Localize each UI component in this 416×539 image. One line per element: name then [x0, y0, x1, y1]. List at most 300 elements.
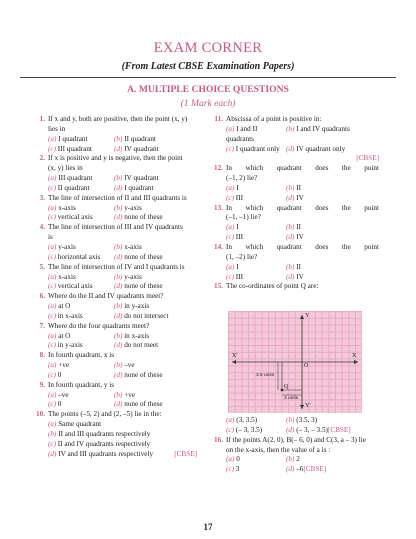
option-text: none of these [124, 282, 163, 291]
option-letter: (a) [226, 416, 235, 424]
question-list-right [211, 164, 379, 282]
option-row [48, 174, 197, 184]
option [114, 302, 149, 312]
option [114, 273, 142, 283]
question-stem-line: The line of intersection of IV and I quadrants is [48, 262, 185, 271]
option-letter: (d) [286, 272, 295, 281]
option-letter: (d) [114, 213, 123, 222]
y-label: Y [305, 313, 310, 319]
option [286, 184, 301, 194]
option-text: x-axis [58, 203, 76, 212]
question-stem-line: Where do the II and IV quadrants meet? [48, 292, 164, 301]
option-text: (– 3, – 3.5) [296, 425, 328, 434]
option [226, 455, 286, 465]
option-row [226, 223, 379, 233]
question-item [211, 164, 379, 203]
option-letter: (b) [114, 272, 123, 281]
right-column [211, 115, 379, 292]
option-letter: (b) [286, 262, 295, 271]
option-letter: (a) [48, 174, 57, 183]
option-text: none of these [124, 252, 163, 261]
option-letter: (b) [114, 361, 123, 370]
option-row [226, 465, 379, 475]
question-number: 5. [39, 262, 45, 271]
option [226, 125, 286, 145]
option-letter: (b) [114, 242, 123, 251]
option-letter: (b) [286, 223, 295, 232]
option-letter: (d) [286, 233, 295, 242]
option-row [226, 416, 379, 426]
option [114, 145, 159, 155]
question-stem-line: If x and y, both are positive, then the point (x, y) [48, 115, 188, 123]
option [114, 391, 135, 401]
option-letter: (c) [226, 465, 234, 474]
option-letter: (b) [48, 430, 57, 438]
question-stem: The points (–5, 2) and (2, –5) lie in the: [48, 410, 162, 419]
option-text: +ve [124, 390, 136, 399]
question-stem-line: is [48, 233, 53, 242]
option-text: 2 [296, 455, 300, 464]
option-text: IV [296, 272, 304, 281]
option-letter: (a) [48, 361, 57, 370]
option-letter: (c) [48, 439, 56, 448]
option-letter: (d) [114, 311, 123, 320]
option-letter: (c) [48, 252, 56, 261]
option [286, 233, 304, 243]
question-stem-line: (x, y) lies in [48, 164, 83, 173]
option-letter: (a) [48, 302, 57, 311]
question-item [33, 381, 197, 411]
question-stem-line: In fourth quadrant, x is [48, 351, 115, 360]
option-text: III [235, 193, 243, 202]
option [286, 273, 304, 283]
question-item [211, 204, 379, 243]
option-text: at O [58, 331, 71, 340]
option-text: none of these [124, 400, 163, 409]
point-q-label: Q [284, 384, 289, 390]
option-text: y-axis [124, 203, 142, 212]
coordinate-graph [228, 311, 362, 413]
option-letter: (b) [114, 174, 123, 183]
question-stem-line: (–1, –1) lie? [226, 213, 261, 222]
option-text: II and III quadrants respectively [58, 430, 151, 438]
option-row [226, 125, 379, 145]
question-item [33, 322, 197, 352]
option-letter: (c) [226, 425, 234, 434]
page-subtitle: (From Latest CBSE Examination Papers) [121, 61, 295, 72]
option [226, 416, 286, 426]
option [48, 174, 114, 184]
section-subtitle: (1 Mark each) [180, 98, 236, 109]
option-letter: (d) [286, 425, 295, 434]
option-text: (3, 3.5) [236, 416, 258, 424]
option-text: in y-axis [124, 302, 150, 311]
question-number: 12. [214, 164, 223, 173]
option-letter: (b) [114, 302, 123, 311]
option-text: 0 [57, 400, 62, 409]
option-row [48, 420, 197, 430]
option-text: III [235, 272, 243, 281]
question-item [33, 263, 197, 293]
option-text: I [236, 223, 239, 232]
option [114, 204, 142, 214]
question-item [33, 194, 197, 224]
option-letter: (a) [48, 420, 57, 429]
option-text: Same quadrant [58, 420, 102, 429]
question-16 [211, 436, 379, 475]
cbse-source: [CBSE] [356, 154, 379, 163]
question-number: 14. [214, 242, 223, 251]
question-number: 1. [39, 115, 45, 123]
option-row [226, 455, 379, 465]
option-text: horizontal axis [57, 252, 101, 261]
option-text: IV quadrant [124, 144, 159, 153]
question-item [33, 115, 197, 154]
option-letter: (d) [114, 370, 123, 379]
option-letter: (b) [286, 416, 295, 424]
option-letter: (a) [48, 242, 57, 251]
option-row [48, 312, 197, 322]
option-row [48, 253, 197, 263]
option-text: III [235, 233, 243, 242]
question-stem-line: In which quadrant does the point [226, 164, 379, 173]
option-text: I [236, 183, 239, 192]
option-row [48, 184, 197, 194]
vertical-measure: 3.5 units [256, 373, 275, 378]
option-letter: (a) [48, 203, 57, 212]
option-row [226, 145, 379, 155]
option-text: do not intersect [124, 311, 169, 320]
option-letter: (c) [226, 233, 234, 242]
option-text: IV quadrant only [296, 144, 346, 153]
option-text: II [296, 262, 301, 271]
question-number: 15. [214, 282, 223, 291]
option-row [48, 400, 197, 410]
question-stem-line: on the x-axis, then the value of a is : [226, 445, 331, 454]
point-q [281, 389, 284, 392]
question-item [33, 292, 197, 322]
question-item [33, 154, 197, 193]
option [226, 145, 286, 155]
option [286, 465, 303, 475]
option-text: y-axis [124, 272, 142, 281]
question-stem-line: In fourth quadrant, y is [48, 380, 115, 389]
option-letter: (d) [114, 341, 123, 350]
left-column [33, 115, 197, 460]
option-text: do not meet [124, 341, 159, 350]
option-text: –ve [58, 390, 69, 399]
option-row [48, 273, 197, 283]
origin-label: O [304, 363, 309, 369]
option-letter: (c) [48, 341, 56, 350]
question-number: 6. [39, 292, 45, 301]
option-text: IV quadrant [124, 174, 159, 183]
option [48, 213, 114, 223]
option-text: IV [296, 193, 304, 202]
question-stem-line: lies in [48, 124, 66, 133]
option [48, 312, 114, 322]
question-15 [211, 282, 379, 292]
option-letter: (b) [286, 124, 295, 133]
option-row [48, 204, 197, 214]
option [48, 282, 114, 292]
question-stem-line: In which quadrant does the point [226, 242, 379, 251]
option-text: in y-axis [57, 341, 83, 350]
option-text: III quadrant [58, 174, 93, 183]
option [114, 282, 163, 292]
question-15-options [211, 416, 379, 436]
option [48, 361, 114, 371]
option [226, 233, 286, 243]
question-number: 4. [39, 223, 45, 232]
option-text: II quadrant [124, 134, 156, 143]
cbse-source: [CBSE] [174, 449, 197, 458]
option-letter: (c) [226, 272, 234, 281]
page-number: 17 [203, 522, 213, 532]
option [114, 135, 156, 145]
option-letter: (a) [48, 390, 57, 399]
option-text: I quadrant [58, 134, 88, 143]
option-row [48, 213, 197, 223]
question-11 [211, 115, 379, 164]
question-number: 16. [214, 435, 223, 444]
option [286, 125, 350, 145]
question-number: 11. [214, 115, 223, 123]
option-row [226, 194, 379, 204]
option-letter: (c) [226, 144, 234, 153]
option [286, 145, 345, 155]
option-text: 0 [57, 370, 62, 379]
option-row [48, 243, 197, 253]
question-item [33, 223, 197, 262]
option [48, 204, 114, 214]
option-letter: (c) [48, 282, 56, 291]
question-item [211, 243, 379, 282]
option-row [48, 391, 197, 401]
option-row [48, 282, 197, 292]
option-letter: (d) [48, 449, 57, 458]
option-letter: (d) [286, 465, 295, 474]
question-number: 8. [39, 351, 45, 360]
option [226, 426, 286, 436]
option-row [226, 263, 379, 273]
option [286, 223, 301, 233]
option [48, 371, 114, 381]
option [114, 184, 154, 194]
option-text: vertical axis [57, 213, 93, 222]
question-number: 9. [39, 380, 45, 389]
option-row [48, 361, 197, 371]
page-title: EXAM CORNER [153, 40, 263, 56]
option-text: II quadrant [57, 183, 90, 192]
option [114, 312, 169, 322]
option-letter: (d) [114, 282, 123, 291]
option [114, 332, 149, 342]
option-text: in x-axis [57, 311, 83, 320]
option-text: III quadrant [57, 144, 92, 153]
section-title: A. MULTIPLE CHOICE QUESTIONS [127, 84, 289, 95]
option [48, 341, 114, 351]
option [286, 416, 317, 426]
option-letter: (c) [48, 213, 56, 222]
x-label: X [352, 353, 357, 359]
option-text: y-axis [58, 242, 76, 251]
option-letter: (d) [114, 400, 123, 409]
option [48, 302, 114, 312]
option-letter: (b) [114, 331, 123, 340]
option-letter: (c) [48, 400, 56, 409]
question-stem-line: The line of intersection of III and IV quadrants [48, 223, 183, 232]
option-letter: (a) [48, 272, 57, 281]
option-letter: (d) [114, 252, 123, 261]
option-letter: (c) [48, 183, 56, 192]
cbse-source: [CBSE] [327, 425, 351, 434]
question-10 [33, 410, 197, 459]
option [286, 455, 300, 465]
cbse-source: [CBSE] [303, 465, 327, 474]
option-letter: (a) [226, 124, 235, 133]
option-letter: (a) [226, 183, 235, 192]
option [114, 361, 135, 371]
option-text: I quadrant only [235, 144, 280, 153]
option-text: II [296, 183, 301, 192]
option-row [226, 184, 379, 194]
option-text: (– 3, 3.5) [235, 425, 263, 434]
option-text: –ve [124, 361, 135, 370]
option-text: 3 [235, 465, 240, 474]
option-text: –6 [296, 465, 304, 474]
option-row [48, 430, 197, 440]
option-letter: (b) [286, 183, 295, 192]
y-neg-label: Y' [305, 403, 311, 409]
option [226, 223, 286, 233]
question-stem-line: If x is positive and y is negative, then the point [48, 154, 183, 163]
question-stem-line: (–1, 2) lie? [226, 174, 258, 183]
option-letter: (d) [286, 193, 295, 202]
option-row [48, 440, 197, 450]
option [48, 391, 114, 401]
option [48, 135, 114, 145]
option-text: none of these [124, 213, 163, 222]
question-stem-line: The line of intersection of II and III quadrants is [48, 193, 187, 202]
right-column-bottom [211, 416, 379, 475]
option-letter: (c) [48, 144, 56, 153]
question-list-left [33, 115, 197, 410]
option-row [48, 135, 197, 145]
x-neg-label: X' [232, 353, 238, 359]
option-letter: (a) [48, 331, 57, 340]
option [114, 213, 163, 223]
option [286, 194, 304, 204]
option [48, 273, 114, 283]
question-stem-line: (1, –2) lie? [226, 252, 258, 261]
option [226, 263, 286, 273]
option-text: +ve [58, 361, 70, 370]
option-row [226, 273, 379, 283]
question-stem: The co-ordinates of point Q are: [226, 282, 319, 291]
option-text: x-axis [124, 242, 142, 251]
option [226, 194, 286, 204]
option-row [48, 145, 197, 155]
option-letter: (c) [48, 370, 56, 379]
option-text: (3.5, 3) [296, 416, 318, 424]
option [114, 400, 163, 410]
option-text: x-axis [58, 272, 76, 281]
option-text: II and IV quadrants respectively [57, 439, 151, 448]
question-number: 10. [36, 410, 45, 419]
option [48, 184, 114, 194]
option [48, 243, 114, 253]
option-text: IV [296, 233, 304, 242]
option-text: 0 [236, 455, 240, 464]
option-text: IV and III quadrants respectively [58, 449, 154, 458]
option-text: at O [58, 302, 71, 311]
option [114, 371, 163, 381]
option-row [226, 233, 379, 243]
question-number: 7. [39, 321, 45, 330]
option-letter: (a) [226, 455, 235, 464]
option-row [48, 332, 197, 342]
option-text: in x-axis [124, 331, 150, 340]
option [114, 253, 163, 263]
option-letter: (d) [114, 183, 123, 192]
option-letter: (b) [114, 390, 123, 399]
option [48, 400, 114, 410]
option-letter: (b) [114, 134, 123, 143]
option-row [226, 426, 379, 436]
option-letter: (d) [114, 144, 123, 153]
question-number: 3. [39, 193, 45, 202]
option [48, 253, 114, 263]
question-stem: Abscissa of a point is positive in: [226, 115, 322, 123]
option-letter: (c) [48, 311, 56, 320]
option [286, 263, 301, 273]
option-text: II [296, 223, 301, 232]
option-text: I and II quadrants [226, 124, 258, 143]
option [114, 341, 158, 351]
option-row [48, 371, 197, 381]
option [48, 145, 114, 155]
question-number: 13. [214, 203, 223, 212]
option-row [48, 341, 197, 351]
option-letter: (c) [226, 193, 234, 202]
option-text: I quadrant [124, 183, 154, 192]
option-letter: (b) [286, 455, 295, 464]
option-letter: (a) [226, 262, 235, 271]
divider [20, 77, 396, 78]
question-item [33, 351, 197, 381]
option [226, 465, 286, 475]
option-text: I [236, 262, 239, 271]
option-text: I and IV quadrants [296, 124, 350, 133]
horizontal-measure: 3 units [284, 396, 299, 401]
option [48, 332, 114, 342]
question-stem-line: Where do the four quadrants meet? [48, 321, 150, 330]
option [226, 184, 286, 194]
option-text: none of these [124, 370, 163, 379]
option-letter: (a) [226, 223, 235, 232]
option-letter: (b) [114, 203, 123, 212]
option-row [48, 450, 197, 460]
option-letter: (a) [48, 134, 57, 143]
option-text: vertical axis [57, 282, 93, 291]
option [286, 426, 328, 436]
question-number: 2. [39, 154, 45, 163]
option-row [48, 302, 197, 312]
option [114, 174, 159, 184]
option-letter: (d) [286, 144, 295, 153]
option [114, 243, 142, 253]
